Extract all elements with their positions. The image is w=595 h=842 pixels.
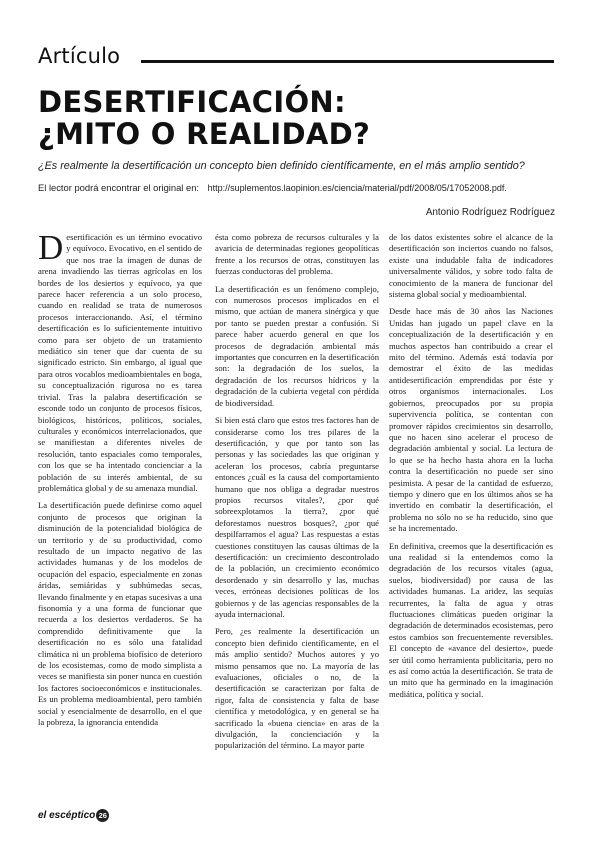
- paragraph: [38, 232, 202, 494]
- page-footer: [38, 809, 109, 822]
- article-subtitle: ¿Es realmente la desertificación un concepto bien definido científicamente, en el más amplio sentido?: [38, 160, 525, 172]
- paragraph: La desertificación es un fenómeno complejo, con numerosos procesos implicados en el mismo, que actúan de manera sinérgica y que por tanto se pueden prestar a confusión. Si parece haber acuerdo general en que los procesos de degradación ambiental más importantes que concurren en la desertificación son: la degradación de los suelos, la degradación de los recursos hídricos y la degradación de la cubierta vegetal con pérdida de biodiversidad.: [215, 283, 379, 408]
- paragraph-text: esertificación es un término evocativo y equívoco. Evocativo, en el sentido de que nos trae la imagen de dunas de arena invadiendo las tierras agrícolas en los bordes de los desiertos y equívoco, ya que parece hacer referencia a un solo proceso, cuando en realidad se trata de numerosos procesos interaccionando. Así, el término desertificación es lo suficientemente intuitivo como para ser objeto de un tratamiento mediático sin tener que dar cuenta de su significado estricto. Sin embargo, al igual que para otros vocablos medioambientales en boga, su conceptualización rigurosa no es tarea trivial. Tras la palabra desertificación se esconde todo un conjunto de procesos físicos, biológicos, históricos, políticos, sociales, culturales y económicos interrelacionados, que se manifiestan a diferentes niveles de resolución, tanto espaciales como temporales, con los que se ha intentado concienciar a la población de su interés ambiental, de su problemática global y de su amenaza mundial.: [38, 232, 202, 493]
- title-line-1: DESERTIFICACIÓN:: [38, 85, 346, 119]
- source-url[interactable]: http://suplementos.laopinion.es/ciencia/material/pdf/2008/05/17052008.pdf.: [207, 183, 507, 193]
- text-column-2: [215, 232, 379, 830]
- source-line: [38, 182, 578, 193]
- paragraph: ésta como pobreza de recursos culturales y la avaricia de determinadas regiones geopolíticas frente a los recursos de otras, constituyen las fuerzas conductoras del problema.: [215, 232, 379, 277]
- paragraph: Pero, ¿es realmente la desertificación un concepto bien definido científicamente, en el más amplio sentido? Muchos autores y yo mismo pensamos que no. La mayoría de las evaluaciones, oficiales o no, de la desertificación se caracterizan por falta de rigor, falta de consistencia y falta de base científica y metodológica, y en general se ha sacrificado la «buena ciencia» en aras de la divulgación, la concienciación y la popularización del término. La mayor parte: [215, 626, 379, 751]
- paragraph: de los datos existentes sobre el alcance de la desertificación son inciertos cuando no falsos, existe una indudable falta de indicadores universalmente válidos, y sobre todo falta de conocimiento de la manera de funcionar del sistema global social y medioambiental.: [389, 232, 553, 300]
- paragraph: Desde hace más de 30 años las Naciones Unidas han jugado un papel clave en la conceptualización de la desertificación y en muchos aspectos han contribuido a crear el mito del término. Además está todavía por demostrar el éxito de las medidas antidesertificación emprendidas por éste y otros organismos internacionales. Los gobiernos, preocupados por su propia supervivencia política, se contentan con promover rápidos crecimientos sin desarrollo, que no hacen sino acelerar el proceso de degradación ambiental y social. La lectura de lo que se ha hecho hasta ahora en la lucha contra la desertificación no puede ser sino pesimista. A pesar de la cantidad de esfuerzo, tiempo y dinero que en los últimos años se ha invertido en combatir la desertificación, el problema no sólo no se ha reducido, sino que se ha incrementado.: [389, 306, 553, 534]
- section-rule: [141, 60, 554, 63]
- paragraph: La desertificación puede definirse como aquel conjunto de procesos que originan la disminución de la potencialidad biológica de un territorio y de su productividad, como resultado de un impacto negativo de las actividades humanas y de los modelos de ocupación del espacio, especialmente en zonas áridas, semiáridas y subhúmedas secas, llevando finalmente y en etapas sucesivas a una fisonomía y a una forma de funcionar que recuerda a los desiertos verdaderos. Se ha comprendido definitivamente que la desertificación no es sólo una fatalidad climática ni un problema biofísico de deterioro de los ecosistemas, como de modo simplista a veces se manifiesta sin poner nunca en cuestión los factores socioeconómicos e institucionales. Es un problema medioambiental, pero también social y esencialmente de desarrollo, en el que la pobreza, la ignorancia entendida: [38, 500, 202, 728]
- author-name: Antonio Rodríguez Rodríguez: [425, 207, 555, 218]
- section-label: Artículo: [38, 44, 121, 68]
- source-label: El lector podrá encontrar el original en:: [38, 182, 200, 193]
- paragraph: Si bien está claro que estos tres factores han de considerarse como los tres pilares de la desertificación, y que por tanto son las personas y las sociedades las que originan y aceleran los procesos, cabría preguntarse entonces ¿cuál es la causa del comportamiento humano que nos obliga a degradar nuestros propios recursos vitales?, ¿por qué sobreexplotamos la tierra?, ¿por qué deforestamos nuestros bosques?, ¿por qué despilfarramos el agua? Las respuestas a estas cuestiones constituyen las causas últimas de la desertificación: un crecimiento descontrolado de la población, un crecimiento económico desordenado y sin desarrollo y las, muchas veces, erróneas decisiones políticas de los gobiernos y de las agencias responsables de la ayuda internacional.: [215, 415, 379, 619]
- text-column-1: [38, 232, 202, 830]
- title-line-2: ¿MITO O REALIDAD?: [38, 117, 371, 151]
- drop-cap: D: [38, 232, 64, 267]
- page-number: 26: [96, 809, 109, 822]
- magazine-name: el escéptico: [38, 810, 96, 822]
- text-column-3: [389, 232, 553, 830]
- article-title: [38, 86, 370, 150]
- paragraph: En definitiva, creemos que la desertificación es una realidad si la entendemos como la degradación de los recursos vitales (agua, suelos, biodiversidad) por causa de las actividades humanas. La aridez, las sequías recurrentes, la falta de agua y otras fluctuaciones climáticas pueden originar la degradación de determinados ecosistemas, pero estos cambios son frecuentemente reversibles. El concepto de «avance del desierto», puede ser útil como herramienta publicitaria, pero no es así como actúa la desertificación. Se trata de un mito que ha germinado en la imaginación mediática, política y social.: [389, 540, 553, 699]
